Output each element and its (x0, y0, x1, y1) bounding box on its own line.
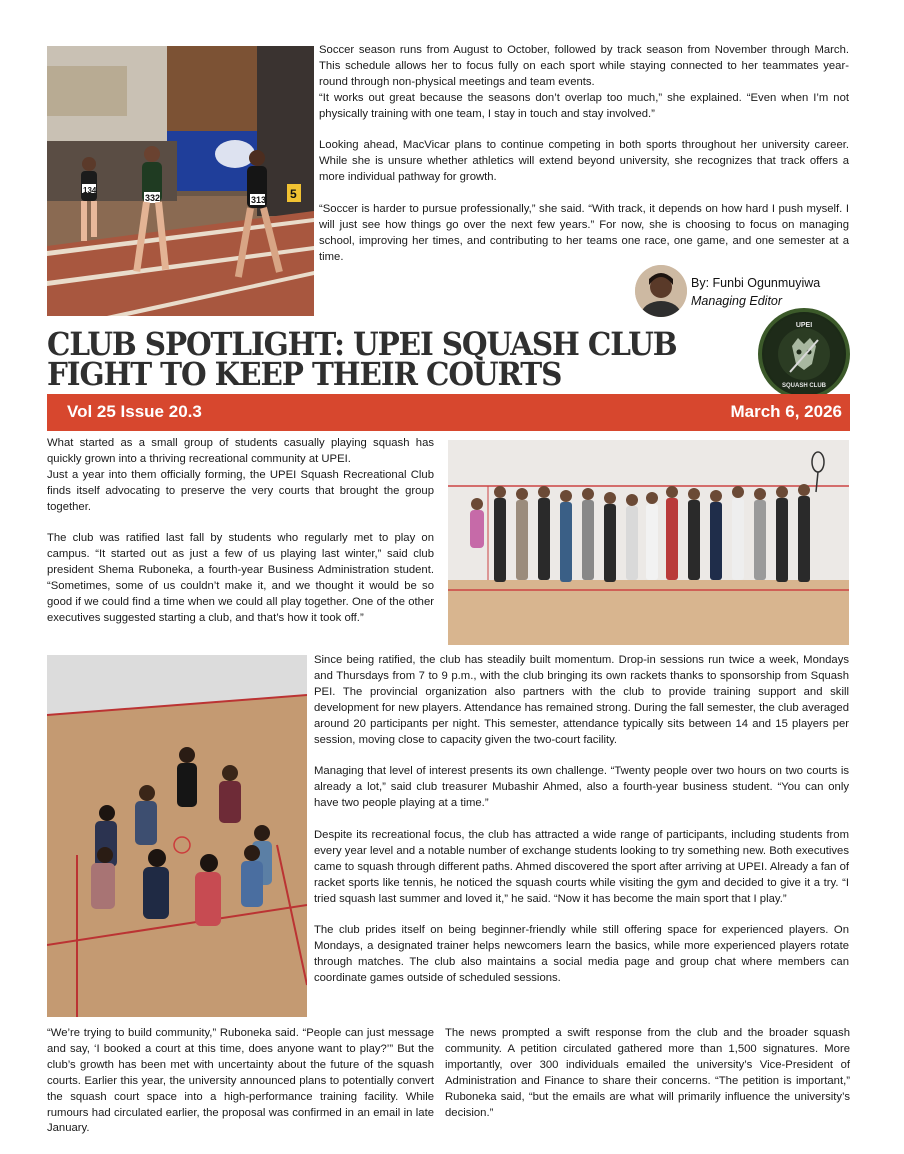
intro-paragraph: The club was ratified last fall by students who regularly met to play on campus. “It started out as just a few of us playing last winter,” said club president Shema Ruboneka, a fourth-year Business Administration student. “Sometimes, some of us couldn’t make it, and we thought it would be so good if we could find a time when we could all play together. One of the other executives suggested starting a club, and that’s how it took off.” (47, 532, 434, 624)
bib-332: 332 (145, 193, 161, 203)
bib-313: 313 (251, 195, 267, 205)
top-article-text (319, 43, 849, 266)
intro-paragraph: What started as a small group of students casually playing squash has quickly grown into a thriving recreational community at UPEI. (47, 437, 434, 465)
bottom-right-paragraph: The news prompted a swift response from the club and the broader squash community. A petition circulated gathered more than 1,500 signatures. More importantly, over 300 individuals emailed the university’s Vice-President of Administration and Finance to share their concerns. “The petition is important,” Ruboneka said, “but the emails are what will primarily influence the university’s decision.” (445, 1027, 850, 1119)
logo-top-text: UPEI (795, 322, 813, 329)
page-title (47, 325, 700, 393)
logo-bottom-text: SQUASH CLUB (781, 383, 827, 389)
intro-paragraph: Just a year into them officially forming, the UPEI Squash Recreational Club finds itself advocating to preserve the very courts that brought the group together. (47, 468, 434, 513)
issue-date: March 6, 2026 (730, 402, 842, 421)
track-race-photo (47, 46, 314, 316)
squash-intro-text (47, 436, 434, 627)
top-paragraph: “It works out great because the seasons don’t overlap too much,” she explained. “Even when I’m not physically training with one team, I stay in touch and stay involved.” (319, 91, 849, 120)
lane-sign: 5 (290, 187, 297, 201)
squash-huddle-photo (47, 655, 307, 1017)
headline-line-1: CLUB SPOTLIGHT: UPEI SQUASH CLUB (47, 325, 677, 363)
byline (691, 274, 820, 310)
squash-bottom-left-text (47, 1026, 434, 1137)
squash-club-group-photo (448, 440, 849, 645)
byline-role: Managing Editor (691, 294, 783, 308)
author-avatar (635, 265, 687, 317)
top-paragraph: Looking ahead, MacVicar plans to continue competing in both sports throughout her university career. While she is unsure whether athletics will extend beyond university, she recognizes that track offers a more individual pathway for growth. (319, 139, 849, 184)
squash-middle-text (314, 653, 849, 987)
top-paragraph: Soccer season runs from August to October, followed by track season from November through March. This schedule allows her to focus fully on each sport while staying connected to her teammates year-round through non-physical meetings and team events. (319, 44, 849, 88)
issue-banner (47, 394, 850, 431)
headline-line-2: FIGHT TO KEEP THEIR COURTS (47, 355, 562, 393)
top-paragraph: “Soccer is harder to pursue professionally,” she said. “With track, it depends on how hard I push myself. I will just see how things go over the next few years.” For now, she is choosing to focus on managing school, improving her times, and contributing to her teams one race, one game, and one semester at a time. (319, 203, 849, 263)
byline-author: By: Funbi Ogunmuyiwa (691, 276, 821, 290)
middle-paragraph: Despite its recreational focus, the club has attracted a wide range of participants, including students from every year level and a notable number of exchange students looking to try something new. Both executives came to squash through different paths. Ahmed discovered the sport after arriving at UPEI. Already a fan of racket sports like tennis, he noticed the squash courts while visiting the gym and decided to give it a try. “I tried squash last summer and loved it,” he said. “Now it has become the main sport that I play.” (314, 828, 849, 905)
middle-paragraph: The club prides itself on being beginner-friendly while still offering space for experienced players. On Mondays, a designated trainer helps newcomers learn the basics, while more experienced players rotate through matches. The club also maintains a social media page and group chat where members can coordinate games outside of scheduled sessions. (314, 924, 849, 985)
issue-volume: Vol 25 Issue 20.3 (67, 402, 202, 421)
squash-bottom-right-text (445, 1026, 850, 1121)
middle-paragraph: Since being ratified, the club has steadily built momentum. Drop-in sessions run twice a week, Mondays and Thursdays from 7 to 9 p.m., with the club bringing its own rackets thanks to sponsorship from Squash PEI. The provincial organization also partners with the club to provide training support and skill development for new players. Attendance has remained strong. During the fall semester, the club averaged around 20 participants per night. This semester, attendance typically sits between 14 and 15 players per session, moving close to capacity given the two-court facility. (314, 654, 849, 746)
squash-club-logo (758, 308, 850, 400)
bottom-left-paragraph: “We’re trying to build community,” Ruboneka said. “People can just message and say, ‘I booked a court at this time, does anyone want to play?’” But the club’s growth has been met with uncertainty about the future of the squash courts. Earlier this year, the university announced plans to potentially convert the squash court space into a high-performance training facility. While rumours had circulated earlier, the proposal was confirmed in an email in late January. (47, 1027, 434, 1135)
middle-paragraph: Managing that level of interest presents its own challenge. “Twenty people over two hours on two courts is already a lot,” said club treasurer Mubashir Ahmed, also a fourth-year business student. “You can only have two people playing at a time.” (314, 765, 849, 810)
bib-134: 134 (83, 186, 97, 195)
